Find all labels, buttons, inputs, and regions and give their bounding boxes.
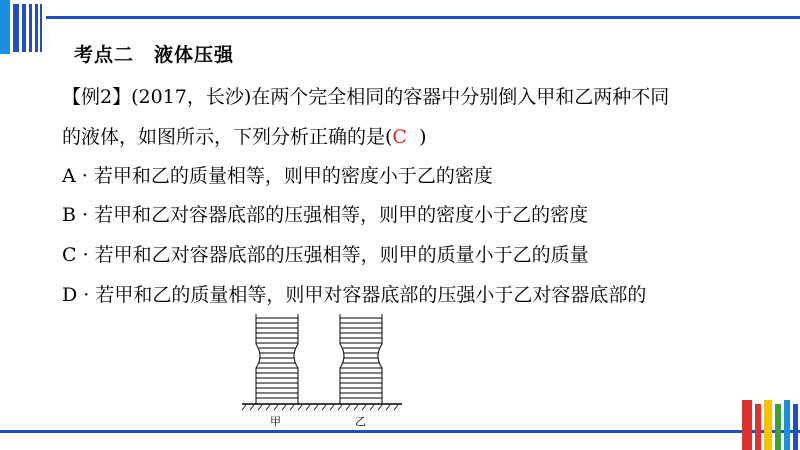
figure-label-right: 乙 [355,415,366,428]
option-d: D · 若甲和乙的质量相等，则甲对容器底部的压强小于乙对容器底部的 [62,284,647,306]
option-b: B · 若甲和乙对容器底部的压强相等，则甲的密度小于乙的密度 [62,204,589,226]
question-paren-close: ) [419,126,427,148]
container-figure [238,312,408,412]
example-label: 【例2】 [62,86,132,108]
question-line-1 [62,84,669,110]
bottom-right-decoration [742,396,800,450]
option-c: C · 若甲和乙对容器底部的压强相等，则甲的质量小于乙的质量 [62,244,589,266]
top-left-decoration [0,0,48,56]
container-right [340,314,382,404]
container-left [256,314,298,404]
top-rule [46,16,800,19]
option-a: A · 若甲和乙的质量相等，则甲的密度小于乙的密度 [62,165,493,187]
figure-label-left: 甲 [270,415,281,428]
question-text-1: 在两个完全相同的容器中分别倒入甲和乙两种不同 [251,86,670,108]
section-title: 考点二 液体压强 [74,44,235,66]
question-line-2 [62,124,426,150]
answer-text: C [392,126,407,148]
question-text-2: 的液体，如图所示，下列分析正确的是( [62,126,393,148]
bottom-rule [0,430,800,433]
question-source: (2017，长沙) [131,86,252,108]
